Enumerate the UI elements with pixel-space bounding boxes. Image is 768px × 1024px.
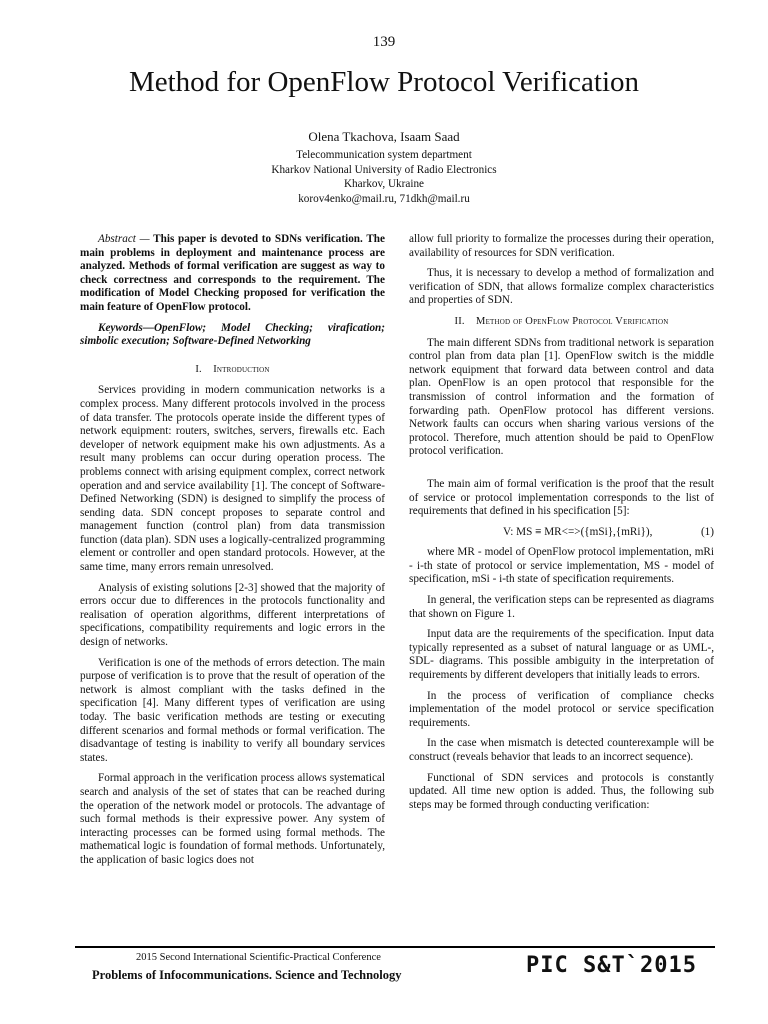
paragraph: allow full priority to formalize the processes during their operation, availability of resources for SDN verification.: [409, 233, 714, 259]
affiliation: [0, 148, 768, 206]
abstract-label: Abstract —: [98, 233, 150, 245]
paragraph: In the process of verification of compliance checks implementation of the model protocol or service specification requirements.: [409, 689, 714, 729]
keywords-text: OpenFlow; Model Checking; virafication; simbolic execution; Software-Defined Networking: [80, 321, 385, 348]
paragraph: Analysis of existing solutions [2-3] showed that the majority of errors occur due to differences in the protocols functionality and realisation of operation algorithms, different interpretations of specifications, compatibility requirements and logic errors in the design of networks.: [80, 581, 385, 649]
affiliation-department: Telecommunication system department: [296, 149, 472, 161]
affiliation-city: Kharkov, Ukraine: [343, 178, 425, 191]
paragraph: The main different SDNs from traditional network is separation control plan from data plan [1]. OpenFlow switch is the middle network equipment that forward data between control and data plan. OpenFlow is an open protocol that responsible for the transmission of control information and the formation of forwarding path. OpenFlow protocol has different versions. Network faults can occurs when sharing various versions of the protocol. Therefore, much attention should be paid to OpenFlow protocol verification.: [409, 336, 714, 458]
abstract: [80, 233, 385, 315]
abstract-text: This paper is devoted to SDNs verification. The main problems in deployment and maintenance process are analyzed. Methods of formal verification are suggest as way to check correctness and corresponds to the requirement. The modification of Model Checking proposed for verification the main feature of OpenFlow protocol.: [80, 233, 385, 313]
paragraph: Functional of SDN services and protocols is constantly updated. All time new option is added. Thus, the following sub steps may be formed through conducting verification:: [409, 771, 714, 811]
paragraph: where MR - model of OpenFlow protocol implementation, mRi - i-th state of protocol or service implementation, MS - model of specification, mSi - i-th state of specification requirements.: [409, 546, 714, 586]
section-number: II.: [454, 315, 465, 327]
affiliation-emails: korov4enko@mail.ru, 71dkh@mail.ru: [298, 192, 470, 205]
paragraph: In general, the verification steps can be represented as diagrams that shown on Figure 1.: [409, 594, 714, 620]
footer-conference: 2015 Second International Scientific-Practical Conference: [136, 952, 381, 963]
section-number: I.: [195, 363, 202, 375]
footer-rule: [75, 946, 715, 948]
keywords-label: Keywords—: [98, 321, 154, 334]
affiliation-university: Kharkov National University of Radio Electronics: [271, 163, 497, 176]
keywords: [80, 322, 385, 349]
paragraph: Thus, it is necessary to develop a method of formalization and verification of SDN, that allows formalize complex characteristics and properties of SDN.: [409, 267, 714, 307]
paragraph: Verification is one of the methods of errors detection. The main purpose of verification is to prove that the result of operation of the network is almost compliant with the tasks defined in the specification [4]. Many different types of verification are using today. The basic verification methods are testing or executing different scenarios and formal methods or formal verification. The disadvantage of testing is inability to verify all boundary services states.: [80, 656, 385, 764]
equation-number: (1): [700, 525, 714, 538]
section-heading-introduction: [80, 363, 385, 377]
paragraph: The main aim of formal verification is the proof that the result of service or protocol implementation corresponds to the list of requirements that defined in his specification [5]:: [409, 477, 714, 518]
paper-title: Method for OpenFlow Protocol Verification: [128, 66, 640, 98]
left-column: [80, 233, 385, 875]
section-title: Introduction: [213, 363, 270, 375]
equation-body: V: MS ≡ MR<=>({mSi},{mRi}),: [503, 525, 653, 538]
section-title: Method of OpenFlow Protocol Verification: [476, 315, 669, 327]
footer-journal: Problems of Infocommunications. Science and Technology: [92, 968, 402, 982]
section-heading-method: [409, 315, 714, 329]
paragraph: Input data are the requirements of the specification. Input data typically represented as a subset of natural language or as UML-, SDL- diagrams. This possible ambiguity in the interpretation of requirements by different developers that initially leads to errors.: [409, 628, 714, 682]
authors: Olena Tkachova, Isaam Saad: [308, 129, 460, 144]
conference-logo: PIC S&T`2015: [526, 953, 697, 978]
equation-1: [409, 526, 714, 540]
right-column: [409, 233, 714, 819]
page-number: 139: [372, 34, 396, 50]
paragraph: In the case when mismatch is detected counterexample will be construct (reveals behavior that leads to an incorrect sequence).: [409, 737, 714, 763]
paragraph: Formal approach in the verification process allows systematical search and analysis of the set of states that can be reached during the operation of the network model or protocols. The advantage of such formal methods is their expressive power. Any system of interacting processes can be formed using formal methods. The mathematical logic is foundation of formal methods. Unfortunately, the application of basic logics does not: [80, 772, 385, 866]
paragraph: Services providing in modern communication networks is a complex process. Many different protocols involved in the process of data transfer. The protocols operate inside the different types of network equipment: routers, switches, servers, firewalls etc. Each developer of network equipment make his own adjustments. As a result many problems can occur during operation process. The problems connect with arising equipment complex, correct network operation and and service availability [1]. The concept of Software-Defined Networking (SDN) is designed to simplify the process of sending data. SDN concept proposes to separate control and management function (control plan) from data transmission function (data plan). SDN uses a logically-centralized programming element or controller and open standard protocols. However, at the same time, many errors remain unresolved.: [80, 384, 385, 574]
